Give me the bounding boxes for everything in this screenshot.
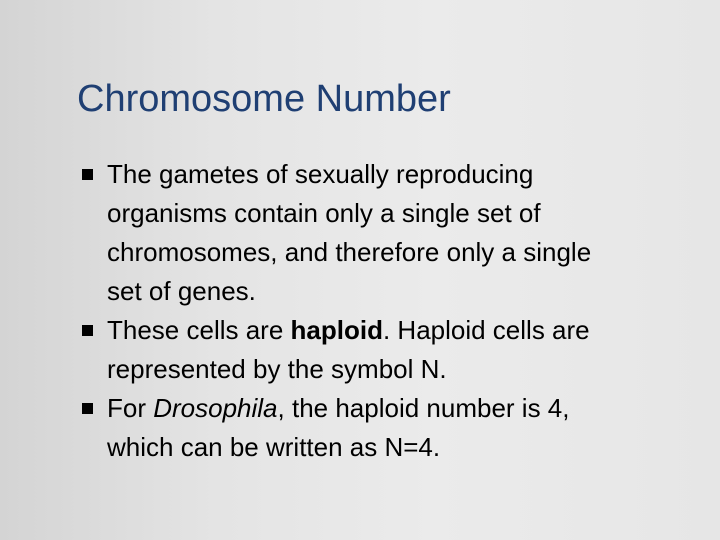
square-bullet-icon [82,325,93,336]
bullet-text: , the haploid number is 4, [277,393,570,423]
bullet-text: . Haploid cells are [382,315,590,345]
square-bullet-icon [82,403,93,414]
bullet-text: For [107,393,154,423]
bold-term-haploid: haploid [290,315,383,345]
bullet-text: These cells are [107,315,291,345]
bullet-line: which can be written as N=4. [107,432,441,462]
bullet-line: chromosomes, and therefore only a single [107,237,592,267]
bullet-line: represented by the symbol N. [107,354,447,384]
square-bullet-icon [82,169,93,180]
italic-term-drosophila: Drosophila [153,393,278,423]
bullet-line: organisms contain only a single set of [107,198,541,228]
bullet-item-drosophila [107,389,710,467]
slide-title: Chromosome Number [77,78,451,120]
bullet-line [107,311,710,350]
bullet-item-gametes [107,155,710,311]
bullet-list [107,155,710,467]
bullet-line: set of genes. [107,276,256,306]
bullet-line [107,389,710,428]
bullet-line: The gametes of sexually reproducing [107,159,534,189]
bullet-item-haploid [107,311,710,389]
